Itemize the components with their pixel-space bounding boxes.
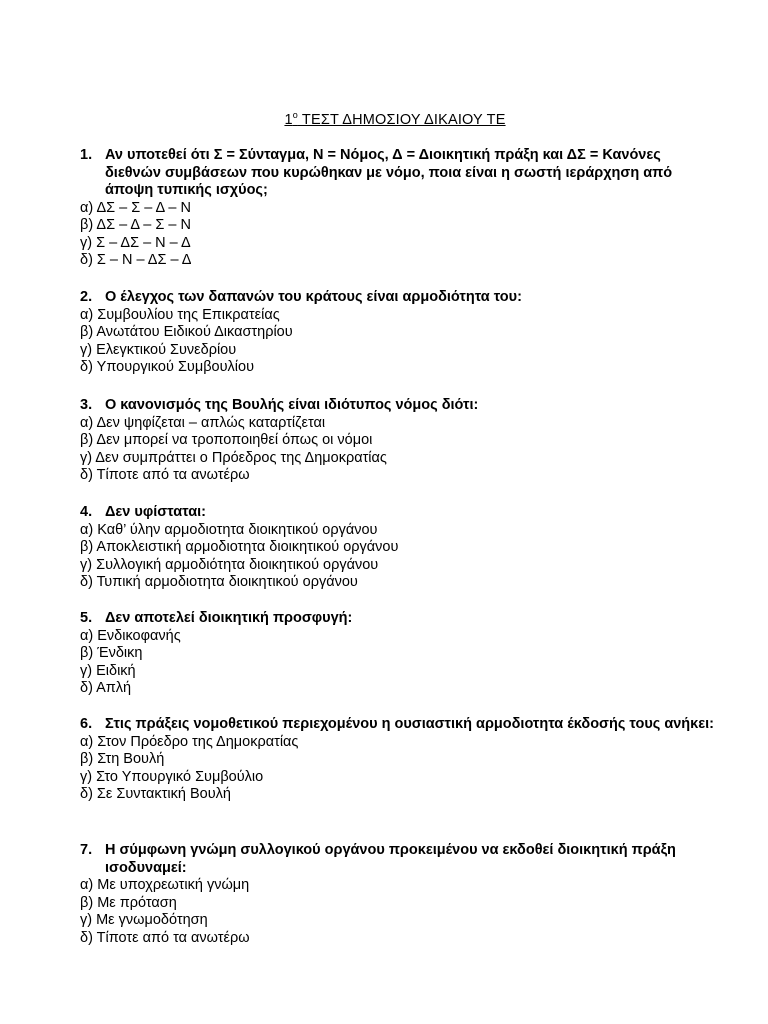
- document-title: [0, 110, 768, 128]
- answer-option: γ) Συλλογική αρμοδιότητα διοικητικού οργάνου: [80, 556, 379, 573]
- answer-option: α) Με υποχρεωτική γνώμη: [80, 877, 250, 893]
- question-text: Στις πράξεις νομοθετικού περιεχομένου η ουσιαστική αρμοδιοτητα έκδοσής τους ανήκει:: [105, 716, 714, 732]
- question-1: [80, 147, 720, 270]
- answer-option: β) ΔΣ – Δ – Σ – Ν: [80, 217, 191, 233]
- question-heading: [80, 147, 720, 200]
- title-text: ΤΕΣΤ ΔΗΜΟΣΙΟΥ ΔΙΚΑΙΟΥ ΤΕ: [297, 112, 506, 128]
- answer-option: δ) Απλή: [80, 680, 132, 696]
- answer-option: γ) Ειδική: [80, 662, 136, 679]
- question-number: 3.: [80, 397, 93, 413]
- answer-option: β) Με πρόταση: [80, 894, 177, 911]
- title-number: 1: [284, 112, 293, 128]
- question-text: Αν υποτεθεί ότι Σ = Σύνταγμα, Ν = Νόμος, Δ = Διοικητική πράξη και ΔΣ = Κανόνες διεθνών συμβάσεων που κυρώθηκαν με νόμο, ποια είναι η σωστή ιεράρχηση από άποψη τυπικής ισχύος;: [105, 147, 673, 198]
- answer-option: δ) Τυπική αρμοδιοτητα διοικητικού οργάνου: [80, 574, 358, 590]
- question-5: [80, 610, 720, 698]
- question-heading: [80, 842, 720, 877]
- answer-option: α) Δεν ψηφίζεται – απλώς καταρτίζεται: [80, 414, 326, 431]
- answer-option: α) Καθ’ ύλην αρμοδιοτητα διοικητικού οργάνου: [80, 521, 378, 538]
- answer-option: γ) Δεν συμπράττει ο Πρόεδρος της Δημοκρατίας: [80, 449, 387, 466]
- question-text: Ο κανονισμός της Βουλής είναι ιδιότυπος νόμος διότι:: [105, 397, 479, 413]
- question-heading: [80, 610, 720, 628]
- question-number: 7.: [80, 842, 93, 858]
- question-heading: [80, 504, 720, 522]
- answer-option: δ) Τίποτε από τα ανωτέρω: [80, 467, 250, 483]
- answer-option: β) Δεν μπορεί να τροποποιηθεί όπως οι νόμοι: [80, 432, 373, 448]
- title-superscript: ο: [292, 110, 298, 120]
- answer-option: α) Στον Πρόεδρο της Δημοκρατίας: [80, 733, 299, 750]
- question-number: 5.: [80, 610, 93, 626]
- question-heading: [80, 716, 720, 734]
- answer-option: γ) Στο Υπουργικό Συμβούλιο: [80, 768, 264, 785]
- question-text: Δεν αποτελεί διοικητική προσφυγή:: [105, 610, 353, 626]
- question-text: Δεν υφίσταται:: [105, 504, 206, 520]
- question-number: 6.: [80, 716, 93, 732]
- question-number: 2.: [80, 289, 93, 305]
- question-text: Ο έλεγχος των δαπανών του κράτους είναι αρμοδιότητα του:: [105, 289, 522, 305]
- question-heading: [80, 397, 720, 415]
- answer-option: δ) Υπουργικού Συμβουλίου: [80, 359, 254, 375]
- answer-option: δ) Σ – Ν – ΔΣ – Δ: [80, 252, 192, 268]
- question-number: 1.: [80, 147, 93, 163]
- answer-option: β) Ένδικη: [80, 645, 143, 661]
- answer-option: β) Αποκλειστική αρμοδιοτητα διοικητικού οργάνου: [80, 539, 399, 555]
- question-number: 4.: [80, 504, 93, 520]
- question-6: [80, 716, 720, 804]
- answer-option: γ) Με γνωμοδότηση: [80, 912, 208, 928]
- question-7: [80, 842, 720, 947]
- answer-option: α) Συμβουλίου της Επικρατείας: [80, 306, 280, 323]
- answer-option: β) Ανωτάτου Ειδικού Δικαστηρίου: [80, 324, 293, 340]
- question-4: [80, 504, 720, 592]
- question-2: [80, 289, 720, 377]
- answer-option: δ) Σε Συντακτική Βουλή: [80, 786, 231, 802]
- answer-option: β) Στη Βουλή: [80, 751, 165, 767]
- answer-option: γ) Ελεγκτικού Συνεδρίου: [80, 341, 237, 358]
- answer-option: α) Ενδικοφανής: [80, 627, 181, 644]
- answer-option: α) ΔΣ – Σ – Δ – Ν: [80, 199, 191, 216]
- answer-option: δ) Τίποτε από τα ανωτέρω: [80, 929, 250, 946]
- question-text: Η σύμφωνη γνώμη συλλογικού οργάνου προκειμένου να εκδοθεί διοικητική πράξη ισοδυναμεί:: [105, 842, 676, 876]
- question-heading: [80, 289, 720, 307]
- question-3: [80, 397, 720, 485]
- answer-option: γ) Σ – ΔΣ – Ν – Δ: [80, 234, 191, 251]
